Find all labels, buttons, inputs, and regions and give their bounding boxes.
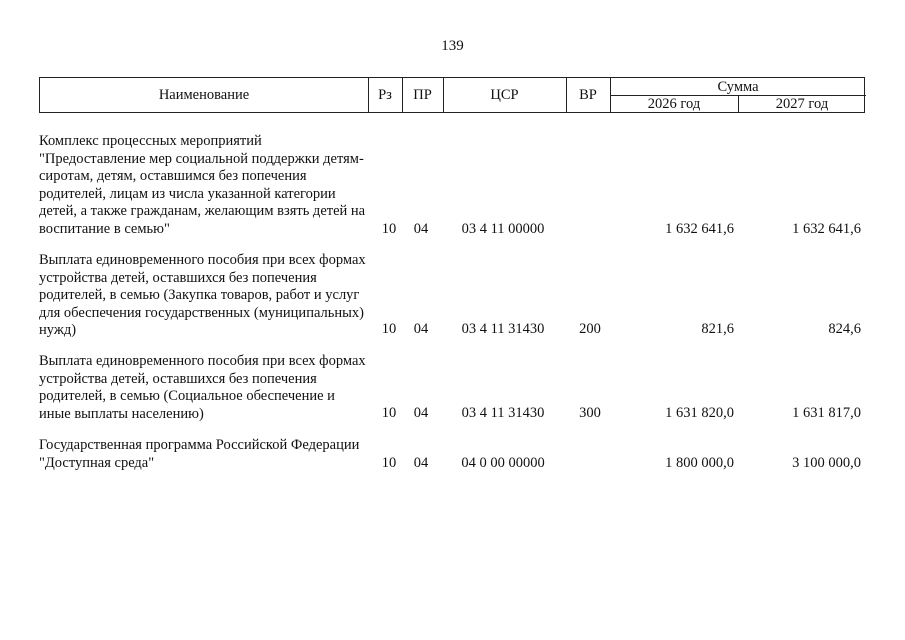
row-rz: 10 <box>381 405 397 421</box>
row-name: Комплекс процессных мероприятий "Предоставление мер социальной поддержки детям-сиротам, детям, оставшимся без попечения родителей, лицам из числа указанной категории детей, а также гражданам, желающим взять детей на воспитание в семью" <box>39 133 366 237</box>
header-rz: Рз <box>378 87 392 103</box>
header-year-2027: 2027 год <box>775 96 829 112</box>
table-header <box>39 77 865 113</box>
page-number: 139 <box>441 38 464 54</box>
row-sum-2027: 1 631 817,0 <box>792 405 861 421</box>
row-csr: 03 4 11 31430 <box>461 321 545 337</box>
row-name: Выплата единовременного пособия при всех формах устройства детей, оставшихся без попечения родителей, в семью (Социальное обеспечение и иные выплаты населению) <box>39 353 366 422</box>
row-sum-2027: 3 100 000,0 <box>792 455 861 471</box>
header-sum: Сумма <box>717 79 759 95</box>
row-pr: 04 <box>413 221 429 237</box>
row-csr: 03 4 11 00000 <box>461 221 545 237</box>
row-sum-2026: 821,6 <box>701 321 734 337</box>
row-pr: 04 <box>413 321 429 337</box>
row-sum-2027: 1 632 641,6 <box>792 221 861 237</box>
row-vr: 200 <box>579 321 601 337</box>
row-sum-2027: 824,6 <box>828 321 861 337</box>
row-vr: 300 <box>579 405 601 421</box>
header-pr: ПР <box>413 87 432 103</box>
row-csr: 03 4 11 31430 <box>461 405 545 421</box>
row-csr: 04 0 00 00000 <box>461 455 545 471</box>
row-pr: 04 <box>413 455 429 471</box>
row-sum-2026: 1 800 000,0 <box>665 455 734 471</box>
row-rz: 10 <box>381 455 397 471</box>
header-vr: ВР <box>579 87 597 103</box>
row-rz: 10 <box>381 321 397 337</box>
header-csr: ЦСР <box>490 87 519 103</box>
row-rz: 10 <box>381 221 397 237</box>
row-sum-2026: 1 631 820,0 <box>665 405 734 421</box>
row-name: Выплата единовременного пособия при всех формах устройства детей, оставшихся без попечения родителей, в семью (Закупка товаров, работ и услуг для обеспечения государственных (муниципальных) нужд) <box>39 252 366 339</box>
row-pr: 04 <box>413 405 429 421</box>
header-year-2026: 2026 год <box>647 96 701 112</box>
header-name: Наименование <box>158 87 250 103</box>
row-sum-2026: 1 632 641,6 <box>665 221 734 237</box>
row-name: Государственная программа Российской Федерации "Доступная среда" <box>39 437 360 471</box>
